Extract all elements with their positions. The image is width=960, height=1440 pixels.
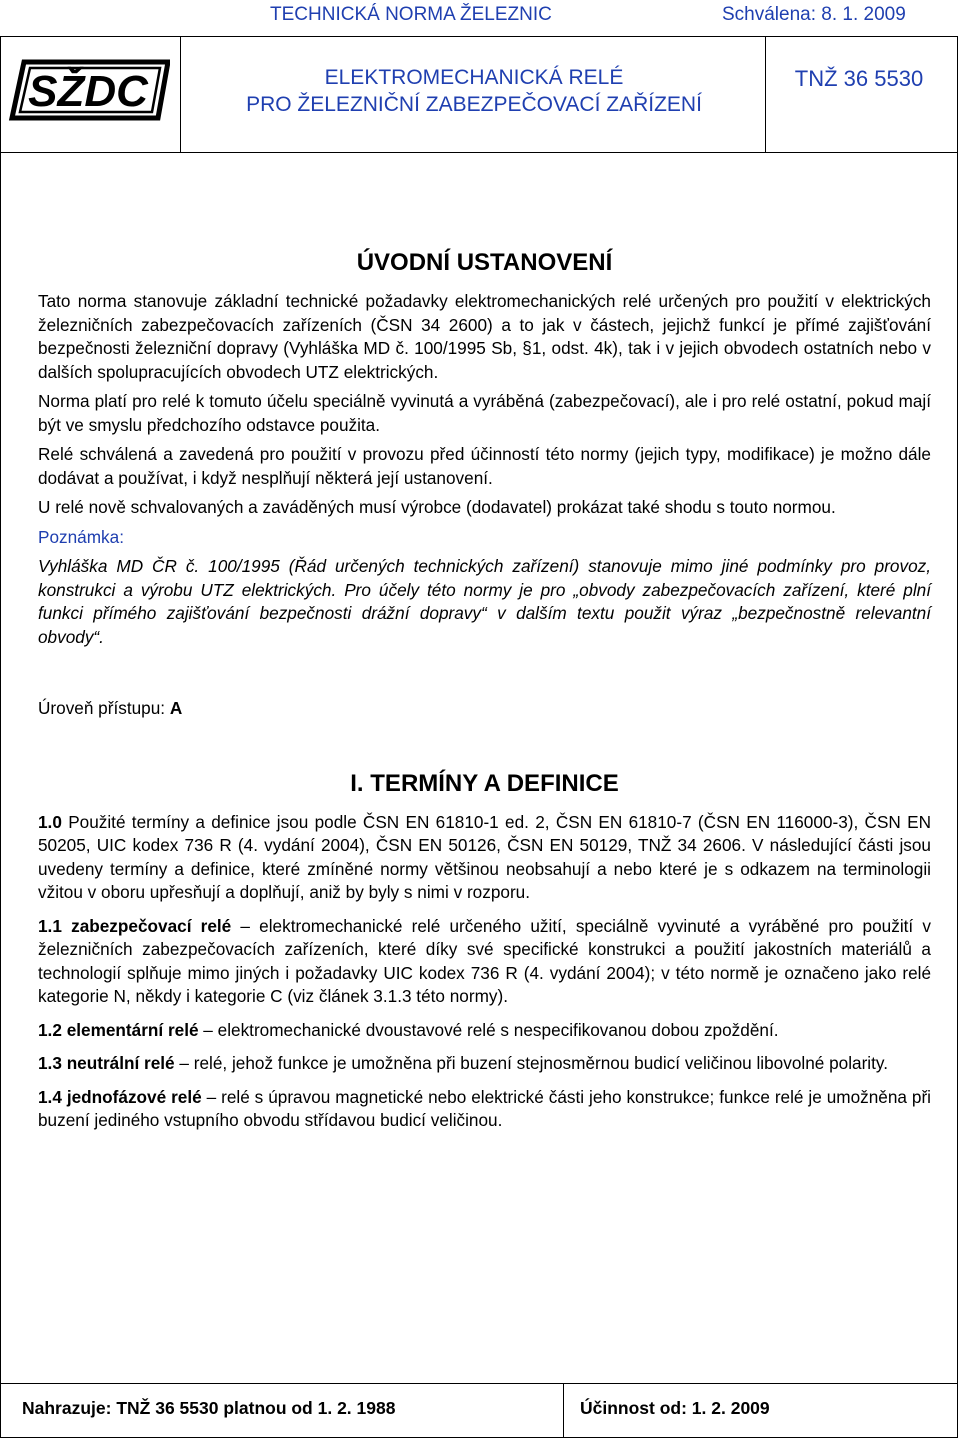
definition-1-4 [38,1086,931,1133]
running-header-right: Schválena: 8. 1. 2009 [722,4,906,25]
intro-paragraph-1: Tato norma stanovuje základní technické požadavky elektromechanických relé určených pro použití v elektrických železničních zabezpečovacích zařízeních (ČSN 34 2600) a to jak v částech, jejichž funkcí je přímé zajišťování bezpečnosti železniční dopravy (Vyhláška MD č. 100/1995 Sb, §1, odst. 4k), tak i v jejich obvodech ostatních nebo v dalších spolupracujících obvodech UTZ elektrických. [38,291,931,382]
section-1-heading: I. TERMÍNY A DEFINICE [350,769,619,797]
definition-term: elementární relé [66,1019,199,1040]
szdc-logo-text: SŽDC [28,67,148,116]
definition-term: zabezpečovací relé [71,915,232,936]
definition-text: – relé s úpravou magnetické nebo elektrické části jeho konstrukce; funkce relé je umožněna při buzení jediného vstupního obvodu střídavou budicí veličinou. [38,1086,931,1130]
document-title-line1: ELEKTROMECHANICKÁ RELÉ [324,66,624,89]
szdc-logo-mark [12,62,168,118]
definition-number: 1.3 [38,1053,62,1073]
definition-1-1 [38,915,931,1009]
header-divider [1,152,957,153]
definition-number: 1.1 [38,915,62,936]
definition-1-2 [38,1019,931,1043]
definition-1-3 [38,1052,931,1076]
header-col-divider-2 [765,37,766,152]
footer-replaces: Nahrazuje: TNŽ 36 5530 platnou od 1. 2. 1988 [22,1398,396,1418]
document-title-line2: PRO ŽELEZNIČNÍ ZABEZPEČOVACÍ ZAŘÍZENÍ [246,93,702,116]
note-text-a: Vyhláška MD ČR č. 100/1995 (Řád určených technických zařízení) stanovuje mimo jiné podmínky pro provoz, konstrukci a výrobu UTZ elektrických. [38,556,931,600]
intro-paragraph-2: Norma platí pro relé k tomuto účelu speciálně vyvinutá a vyráběná (zabezpečovací), ale i pro relé ostatní, pokud mají být ve smyslu předchozího odstavce použita. [38,391,931,435]
access-level-value: A [169,698,183,718]
document-body [38,248,931,1133]
definition-number: 1.4 [38,1086,62,1107]
definition-term: neutrální relé [66,1053,175,1073]
footer-effective-date: Účinnost od: 1. 2. 2009 [580,1398,770,1418]
note-label: Poznámka: [38,526,124,547]
footer-divider [1,1383,957,1384]
definition-text: – elektromechanické relé určeného užití, speciálně vyvinuté a vyráběné pro použití v železničních zabezpečovacích zařízeních, které díky své specifické konstrukci a použití jakostních materiálů a technologií splňuje mimo jiných i požadavky UIC kodex 736 R (4. vydání 2004); v této normě je označeno jako relé kategorie N, někdy i kategorie C (viz článek 3.1.3 této normy). [38,915,931,1006]
running-header-left: TECHNICKÁ NORMA ŽELEZNIC [270,4,552,25]
definition-text: – elektromechanické dvoustavové relé s nespecifikovanou dobou zpoždění. [198,1019,779,1040]
intro-heading: ÚVODNÍ USTANOVENÍ [356,249,613,276]
header-col-divider-1 [180,37,181,152]
definition-number: 1.2 [38,1019,62,1040]
intro-paragraph-3: Relé schválená a zavedená pro použití v provozu před účinností této normy (jejich typy, modifikace) je možno dále dodávat a používat, i když nesplňují některá její ustanovení. [38,444,931,488]
document-title [196,64,752,118]
definition-1-0 [38,811,931,905]
access-level-label: Úroveň přístupu: [38,698,170,718]
definition-term: jednofázové relé [66,1086,202,1107]
definition-text: – relé, jehož funkce je umožněna při buzení stejnosměrnou budicí veličinou libovolné polarity. [174,1053,888,1073]
note-text [38,555,931,649]
footer-col-divider [563,1383,564,1437]
note-text-b: Pro účely této normy je pro „obvody zabezpečovacích zařízení, které plní funkci přímého zajišťování bezpečnosti drážní dopravy“ v dalším textu použit výraz „bezpečnostně relevantní obvody“. [38,579,931,647]
definition-1-0-number: 1.0 [38,811,62,832]
access-level [38,697,931,721]
intro-paragraph-4: U relé nově schvalovaných a zaváděných musí výrobce (dodavatel) prokázat také shodu s touto normou. [38,497,836,517]
definition-1-0-text: Použité termíny a definice jsou podle ČSN EN 61810-1 ed. 2, ČSN EN 61810-7 (ČSN EN 116000-3), ČSN EN 50205, UIC kodex 736 R (4. vydání 2004), ČSN EN 50126, ČSN EN 50129, TNŽ 34 2606. V následující části jsou uvedeny termíny a definice, které zmíněné normy většinou neobsahují a nebo které je s odkazem na terminologii vžitou v oboru upřesňují a doplňují, aniž by byly s nimi v rozporu. [38,811,931,902]
standard-number: TNŽ 36 5530 [794,66,924,91]
running-header [0,4,960,28]
szdc-logo [8,54,170,126]
